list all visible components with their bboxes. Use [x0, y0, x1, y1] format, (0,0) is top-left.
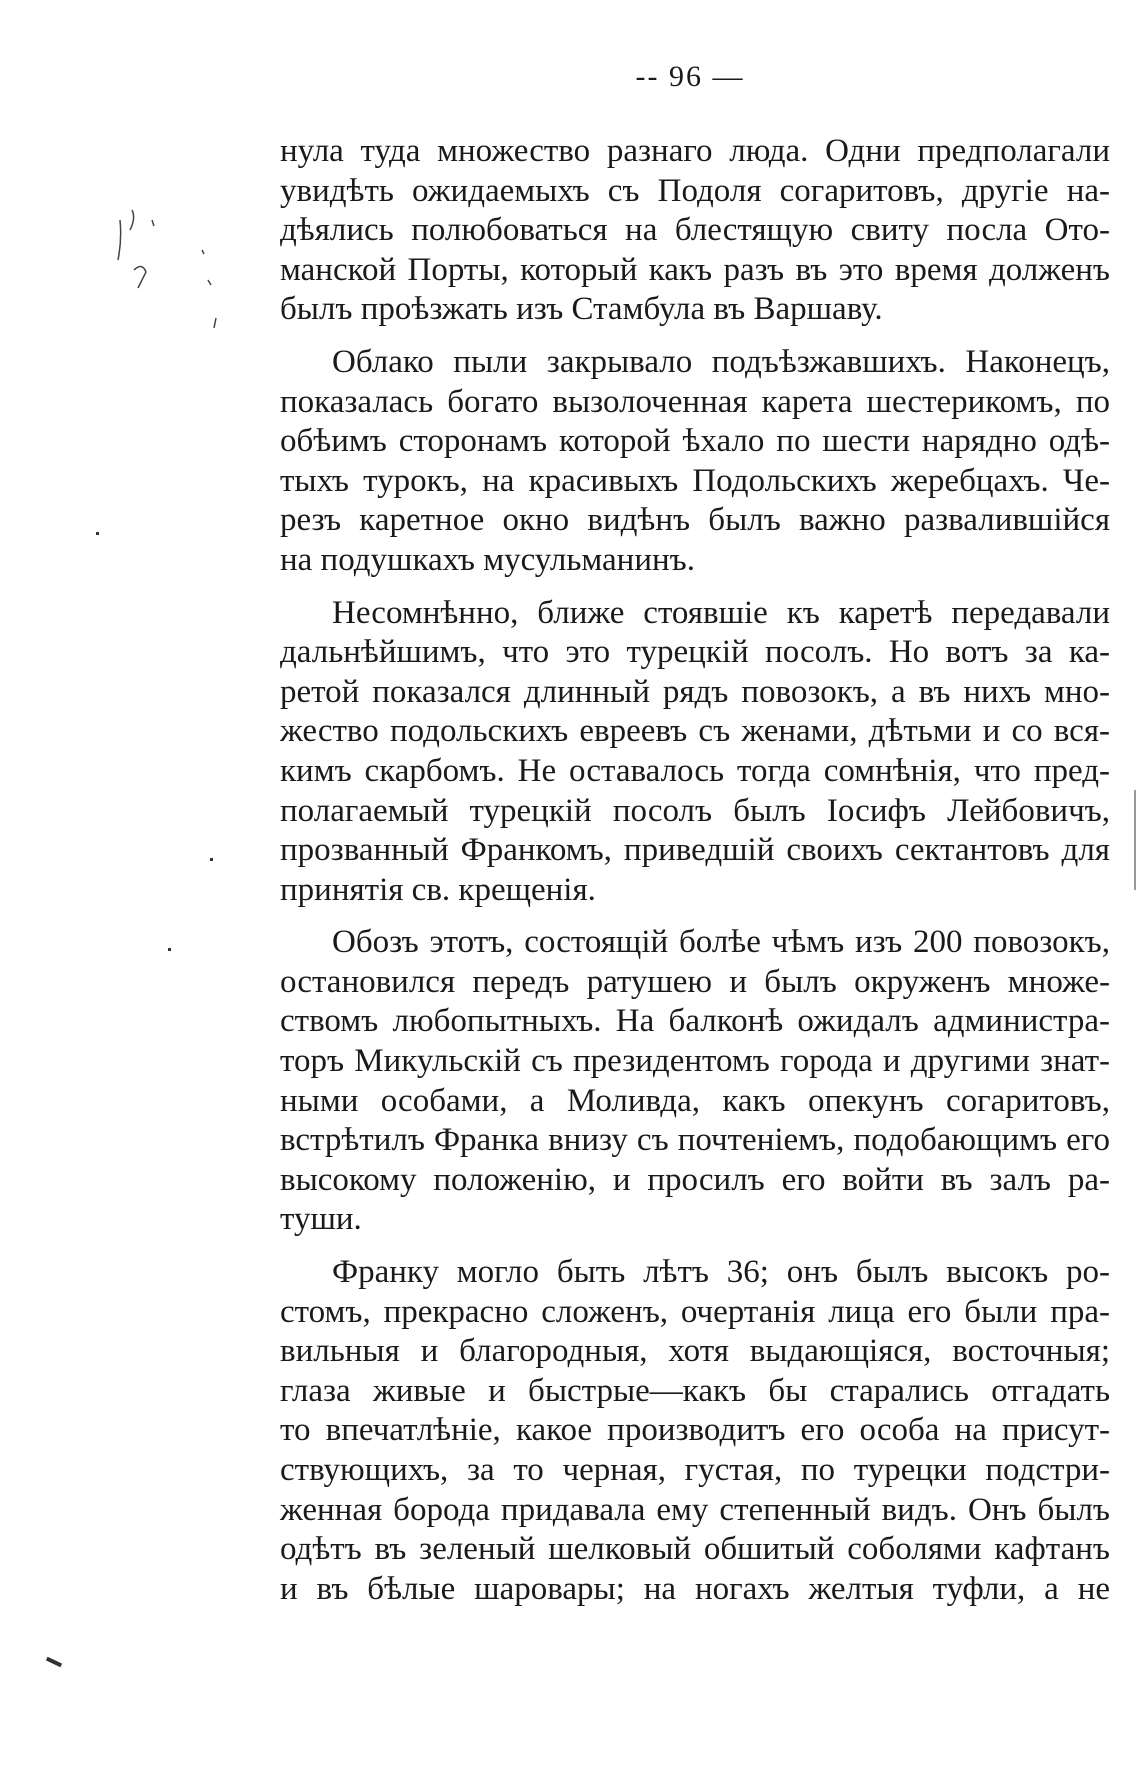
- paragraph: [280, 594, 1110, 911]
- text-line: торъ Микульскій съ президентомъ города и другими знат-: [280, 1043, 1110, 1080]
- text-line: принятія св. крещенія.: [280, 871, 596, 908]
- body-text: [280, 132, 1110, 1622]
- margin-scribble-mark: [112, 200, 222, 340]
- text-line: то впечатлѣніе, какое производитъ его особа на присут-: [280, 1412, 1110, 1449]
- text-line: ретой показался длинный рядъ повозокъ, а въ нихъ мно-: [280, 673, 1110, 710]
- text-line: туши.: [280, 1201, 362, 1238]
- text-line: ными особами, а Моливда, какъ опекунъ согаритовъ,: [280, 1082, 1110, 1119]
- text-line: встрѣтилъ Франка внизу съ почтеніемъ, подобающимъ его: [280, 1122, 1110, 1159]
- text-line: остановился передъ ратушею и былъ окруженъ множе-: [280, 963, 1110, 1000]
- paragraph: [280, 132, 1110, 330]
- text-line: ствующихъ, за то черная, густая, по турецки подстри-: [280, 1452, 1110, 1488]
- text-line: одѣтъ въ зеленый шелковый обшитый соболями кафтанъ: [280, 1531, 1110, 1568]
- text-line: стомъ, прекрасно сложенъ, очертанія лица его были пра-: [280, 1293, 1110, 1330]
- text-line: обѣимъ сторонамъ которой ѣхало по шести нарядно одѣ-: [280, 423, 1110, 460]
- text-line: высокому положенію, и просилъ его войти въ залъ ра-: [280, 1161, 1110, 1198]
- text-line: на подушкахъ мусульманинъ.: [280, 541, 695, 578]
- text-line: Несомнѣнно, ближе стоявшіе къ каретѣ передавали: [332, 594, 1110, 631]
- text-line: полагаемый турецкій посолъ былъ Іосифъ Лейбовичъ,: [280, 792, 1110, 829]
- text-line: женная борода придавала ему степенный видъ. Онъ былъ: [280, 1491, 1110, 1528]
- margin-dot-mark: [168, 948, 171, 951]
- paragraph: [280, 923, 1110, 1240]
- margin-dash-mark: [46, 1657, 62, 1667]
- text-line: резъ каретное окно видѣнъ былъ важно развалившійся: [280, 502, 1110, 539]
- text-line: дальнѣйшимъ, что это турецкій посолъ. Но вотъ за ка-: [280, 634, 1110, 671]
- text-line: манской Порты, который какъ разъ въ это время долженъ: [280, 251, 1110, 288]
- text-line: ствомъ любопытныхъ. На балконѣ ожидалъ администра-: [280, 1003, 1110, 1040]
- paragraph: [280, 343, 1110, 581]
- page-number: -- 96 —: [635, 60, 745, 93]
- paragraph: [280, 1253, 1110, 1609]
- text-line: Франку могло быть лѣтъ 36; онъ былъ высокъ ро-: [332, 1254, 1110, 1291]
- text-line: былъ проѣзжать изъ Стамбула въ Варшаву.: [280, 291, 883, 328]
- text-line: тыхъ турокъ, на красивыхъ Подольскихъ жеребцахъ. Че-: [280, 462, 1110, 499]
- text-line: прозванный Франкомъ, приведшій своихъ сектантовъ для: [280, 832, 1110, 869]
- margin-dot-mark: [96, 532, 99, 535]
- text-line: Облако пыли закрывало подъѣзжавшихъ. Наконецъ,: [332, 343, 1110, 380]
- text-line: вильныя и благородныя, хотя выдающіяся, восточныя;: [280, 1333, 1110, 1370]
- text-line: кимъ скарбомъ. Не оставалось тогда сомнѣнія, что пред-: [280, 752, 1110, 789]
- text-line: Обозъ этотъ, состоящій болѣе чѣмъ изъ 200 повозокъ,: [332, 924, 1110, 961]
- text-line: и въ бѣлые шаровары; на ногахъ желтыя туфли, а не: [280, 1570, 1110, 1607]
- text-line: жество подольскихъ евреевъ съ женами, дѣтьми и со вся-: [280, 713, 1110, 750]
- text-line: нула туда множество разнаго люда. Одни предполагали: [280, 133, 1110, 169]
- text-line: дѣялись полюбоваться на блестящую свиту посла Ото-: [280, 212, 1110, 249]
- edge-line-mark: [1134, 790, 1136, 890]
- text-line: глаза живые и быстрые—какъ бы старались отгадать: [280, 1372, 1110, 1409]
- text-line: показалась богато вызолоченная карета шестерикомъ, по: [280, 383, 1110, 420]
- text-line: увидѣть ожидаемыхъ съ Подоля согаритовъ, другіе на-: [280, 172, 1110, 209]
- margin-dot-mark: [210, 858, 213, 861]
